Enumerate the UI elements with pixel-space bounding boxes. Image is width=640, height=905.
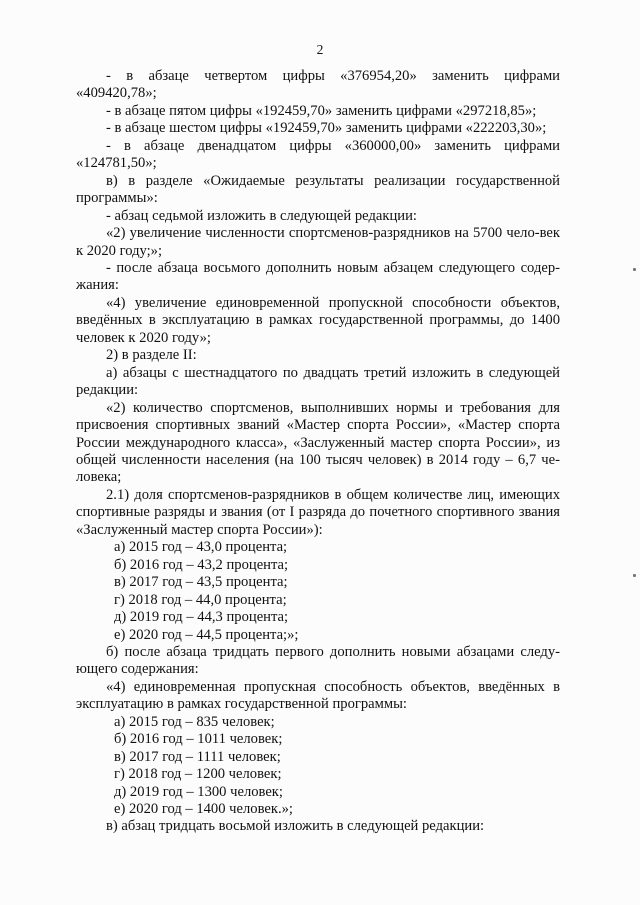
document-body — [76, 68, 560, 836]
list-item: в) 2017 год – 43,5 процента; — [114, 574, 288, 591]
list-item: а) 2015 год – 835 человек; — [114, 713, 275, 730]
page-number: 2 — [316, 42, 324, 57]
paragraph: «4) увеличение единовременной пропускной способности объектов, введённых в эксплуатацию в рамках государственной программы, до 1400 человек к 2020 году»; — [76, 294, 560, 346]
paragraph: 2.1) доля спортсменов-разрядников в общем количестве лиц, имеющих спортивные разряды и звания (от I разряда до почетного спортивного звания «Заслуженный мастер спорта России»): — [76, 486, 560, 538]
list-item: б) 2016 год – 43,2 процента; — [114, 556, 289, 573]
paragraph: «2) увеличение численности спортсменов-разрядников на 5700 чело-век к 2020 году;»; — [76, 225, 560, 259]
list-item: б) 2016 год – 1011 человек; — [114, 731, 283, 748]
paragraph: в) в разделе «Ожидаемые результаты реализации государственной программы»: — [76, 172, 560, 207]
list-item: е) 2020 год – 1400 человек.»; — [114, 801, 293, 818]
list-item: а) 2015 год – 43,0 процента; — [114, 539, 288, 556]
paragraph: 2) в разделе II: — [106, 347, 197, 364]
paragraph: - после абзаца восьмого дополнить новым абзацем следующего содер-жания: — [76, 259, 560, 294]
paragraph: «4) единовременная пропускная способность объектов, введённых в эксплуатацию в рамках государственной программы: — [76, 678, 560, 713]
paragraph: б) после абзаца тридцать первого дополнить новыми абзацами следу-ющего содержания: — [76, 643, 560, 678]
paragraph: - абзац седьмой изложить в следующей редакции: — [106, 207, 417, 224]
paragraph: «2) количество спортсменов, выполнивших нормы и требования для присвоения спортивных званий «Мастер спорта России», «Мастер спорта России международного класса», «Заслуженный мастер спорта России», из общей численности населения (на 100 тысяч человек) в 2014 году – 6,7 че-ловека; — [76, 399, 560, 486]
list-item: в) 2017 год – 1111 человек; — [114, 748, 281, 765]
list-item: г) 2018 год – 1200 человек; — [114, 766, 282, 783]
paragraph: а) абзацы с шестнадцатого по двадцать третий изложить в следующей редакции: — [76, 364, 560, 399]
scan-speck — [633, 574, 636, 577]
paragraph: - в абзаце пятом цифры «192459,70» заменить цифрами «297218,85»; — [106, 102, 537, 119]
paragraph: - в абзаце четвертом цифры «376954,20» заменить цифрами «409420,78»; — [76, 68, 560, 102]
list-item: г) 2018 год – 44,0 процента; — [114, 591, 287, 608]
paragraph: в) абзац тридцать восьмой изложить в следующей редакции: — [106, 818, 485, 835]
list-item: е) 2020 год – 44,5 процента;»; — [114, 626, 299, 643]
paragraph: - в абзаце шестом цифры «192459,70» заменить цифрами «222203,30»; — [106, 120, 547, 137]
paragraph: - в абзаце двенадцатом цифры «360000,00» заменить цифрами «124781,50»; — [76, 137, 560, 172]
list-item: д) 2019 год – 1300 человек; — [114, 783, 283, 800]
list-item: д) 2019 год – 44,3 процента; — [114, 609, 289, 626]
scan-speck — [633, 268, 636, 271]
